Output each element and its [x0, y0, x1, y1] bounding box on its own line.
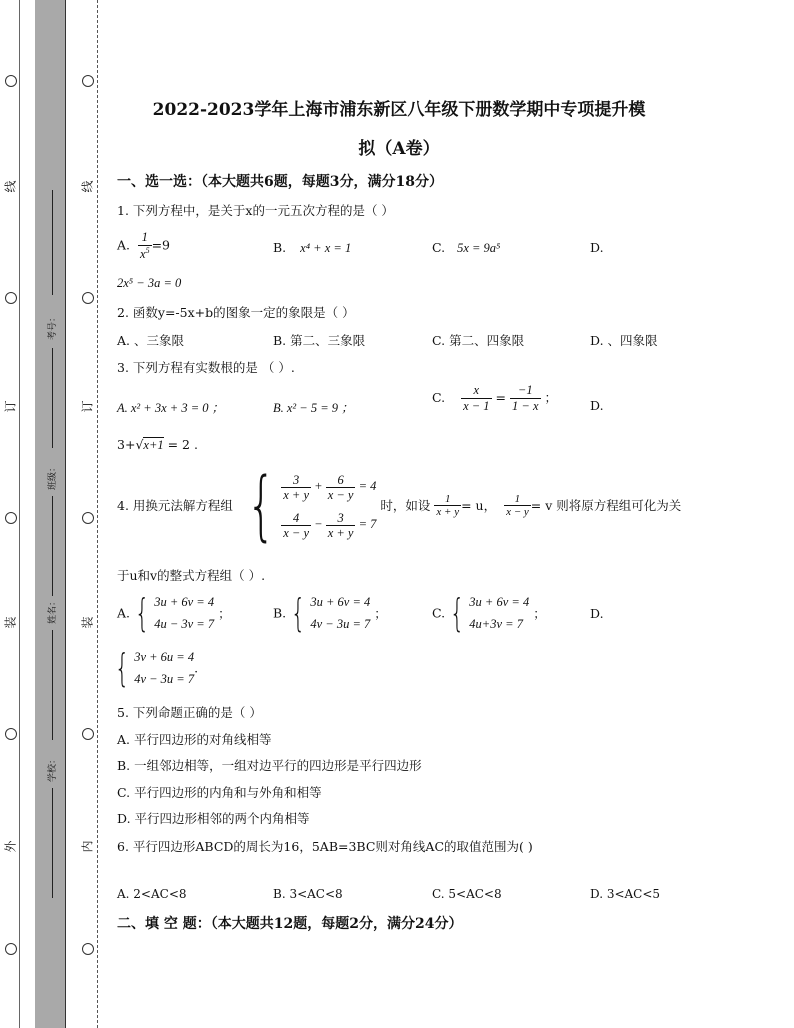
q5-option-d: D. 平行四边形相邻的两个内角相等	[117, 811, 310, 826]
q4-option-d-system	[110, 646, 198, 690]
section-heading: 一、选一选：（本大题共6题，每题3分，满分18分）	[117, 174, 443, 190]
margin-char-bind: 订	[80, 400, 95, 413]
brace-icon: {	[114, 646, 130, 690]
q1-option-c	[432, 240, 500, 256]
denominator: x + y	[283, 487, 310, 502]
option-label: B.	[273, 240, 287, 255]
numerator: 3	[281, 473, 311, 488]
q6-option-d: D. 3<AC<5	[590, 887, 661, 901]
equation-1: 3u + 6v = 4	[469, 595, 530, 609]
separator: ；	[544, 390, 557, 405]
equation-rhs: = 4	[358, 479, 377, 493]
fraction	[326, 473, 356, 502]
page-title-line2: 拟（A卷）	[358, 139, 440, 159]
equation-2	[281, 505, 376, 543]
q2-option-b: B. 第二、三象限	[273, 333, 366, 348]
q3-option-b: B. x² − 5 = 9 ；	[273, 401, 354, 415]
equation-rhs: = 7	[358, 517, 377, 531]
equation-system	[134, 646, 194, 690]
fraction	[281, 511, 311, 540]
question-4-stem-continued: 于u和v的整式方程组（ ）.	[117, 568, 266, 583]
denominator: x − 1	[463, 399, 490, 413]
margin-char-bind: 订	[3, 400, 18, 413]
binding-hole	[82, 512, 94, 524]
numerator: 1	[434, 493, 461, 506]
separator: ；	[374, 606, 387, 621]
margin-char-seal: 装	[80, 616, 95, 629]
option-label: C.	[432, 240, 446, 255]
numerator: 4	[281, 511, 311, 526]
denominator: x + y	[436, 505, 460, 518]
substitution-v: = v 则将原方程组可化为关	[530, 498, 682, 513]
q1-option-d	[590, 240, 604, 255]
denominator: x − y	[283, 525, 310, 540]
field-underline	[52, 190, 53, 295]
fraction	[504, 493, 531, 518]
numerator: 6	[326, 473, 356, 488]
denominator: x − y	[327, 487, 354, 502]
option-label: D.	[590, 240, 604, 255]
separator: ；	[533, 606, 546, 621]
binding-hole	[5, 512, 17, 524]
brace-icon: {	[246, 460, 276, 549]
equation-system	[154, 591, 214, 635]
q1-option-a	[117, 230, 170, 262]
sqrt-icon: √	[135, 437, 144, 452]
equation-2: 4u+3v = 7	[469, 617, 523, 631]
q4-option-c	[432, 591, 546, 635]
equation-2: 4u − 3v = 7	[154, 617, 215, 631]
field-underline	[52, 788, 53, 898]
denominator: x − y	[506, 505, 529, 518]
substitution-u: = u，	[461, 498, 497, 513]
option-label: C.	[432, 605, 446, 621]
separator: ；	[218, 606, 231, 621]
margin-char-line: 线	[3, 180, 18, 193]
numerator: −1	[510, 383, 540, 399]
q3-option-d-expr	[117, 437, 198, 453]
field-underline	[52, 496, 53, 596]
brace-icon: {	[291, 591, 306, 635]
fraction	[138, 230, 152, 262]
binding-hole	[82, 728, 94, 740]
question-4-mid: 时，如设	[380, 498, 431, 513]
cut-line	[97, 0, 98, 1028]
binding-hole	[5, 75, 17, 87]
q1-option-b	[273, 240, 351, 256]
question-4-stem: 4. 用换元法解方程组	[117, 498, 233, 513]
section-heading: 二、填 空 题：（本大题共12题，每题2分，满分24分）	[117, 916, 463, 932]
page-title-line1: 2022-2023学年上海市浦东新区八年级下册数学期中专项提升模	[152, 100, 646, 120]
q6-option-c: C. 5<AC<8	[432, 887, 502, 901]
q5-option-b: B. 一组邻边相等，一组对边平行的四边形是平行四边形	[117, 758, 422, 773]
radicand: x+1	[143, 438, 164, 452]
equation-1: 3u + 6v = 4	[154, 595, 215, 609]
numerator: 3	[326, 511, 356, 526]
denominator: x + y	[327, 525, 354, 540]
equation-2: 4v − 3u = 7	[134, 672, 195, 686]
denominator: 1 − x	[512, 399, 539, 413]
denominator-base: x	[140, 247, 146, 262]
equation: x⁴ + x = 1	[300, 241, 352, 255]
q4-option-a	[117, 591, 231, 635]
question-2-stem: 2. 函数y=-5x+b的图象一定的象限是（ ）	[117, 305, 355, 320]
q6-option-b: B. 3<AC<8	[273, 887, 343, 901]
fraction	[326, 511, 356, 540]
binding-hole	[82, 943, 94, 955]
binding-hole	[82, 75, 94, 87]
q3-option-d: D.	[590, 398, 604, 413]
q3-option-c	[432, 383, 557, 414]
margin-border-line	[65, 0, 66, 1028]
question-4	[117, 460, 682, 549]
q1-option-d-expr: 2x⁵ − 3a = 0	[117, 276, 182, 290]
binding-margin-strip	[35, 0, 66, 1028]
exam-number-label: 考号：	[48, 312, 58, 340]
fraction	[461, 383, 491, 414]
equation-system	[469, 591, 529, 635]
numerator: 1	[504, 493, 531, 506]
margin-border-line	[19, 0, 20, 1028]
q4-option-d: D.	[590, 606, 604, 621]
numerator: 1	[138, 230, 152, 246]
equation-1: 3u + 6v = 4	[310, 595, 371, 609]
brace-icon: {	[449, 591, 465, 635]
period: .	[194, 660, 199, 676]
q6-option-a: A. 2<AC<8	[117, 887, 187, 901]
fraction	[510, 383, 540, 414]
q5-option-c: C. 平行四边形的内角和与外角和相等	[117, 785, 322, 800]
q4-option-b	[273, 591, 387, 635]
q5-option-a: A. 平行四边形的对角线相等	[117, 732, 272, 747]
equation-rhs: =9	[151, 237, 170, 253]
option-label: C.	[432, 390, 446, 405]
class-label: 班级：	[48, 462, 58, 490]
expr-suffix: = 2 .	[163, 437, 198, 452]
margin-char-inner: 内	[80, 840, 95, 853]
exponent: 5	[145, 246, 150, 255]
margin-char-outer: 外	[3, 840, 18, 853]
fraction	[434, 493, 461, 518]
question-6-stem: 6. 平行四边形ABCD的周长为16，5AB=3BC则对角线AC的取值范围为( )	[117, 839, 533, 854]
question-5-stem: 5. 下列命题正确的是（ ）	[117, 705, 262, 720]
q3-option-a: A. x² + 3x + 3 = 0 ；	[117, 401, 225, 415]
expr-prefix: 3+	[117, 437, 136, 452]
q2-option-a: A. 、三象限	[117, 333, 184, 348]
equals-sign: =	[495, 390, 507, 405]
operator: +	[314, 479, 323, 493]
equation-system	[281, 467, 376, 543]
binding-hole	[5, 292, 17, 304]
equation-1	[281, 467, 376, 505]
option-label: A.	[117, 237, 131, 253]
q2-option-d: D. 、四象限	[590, 333, 658, 348]
q2-option-c: C. 第二、四象限	[432, 333, 525, 348]
margin-char-line: 线	[80, 180, 95, 193]
margin-char-seal: 装	[3, 616, 18, 629]
fraction	[281, 473, 311, 502]
denominator	[138, 246, 152, 262]
equation-1: 3v + 6u = 4	[134, 650, 195, 664]
field-underline	[52, 348, 53, 448]
binding-hole	[5, 728, 17, 740]
numerator: x	[461, 383, 491, 399]
binding-hole	[5, 943, 17, 955]
equation-system	[310, 591, 370, 635]
operator: −	[314, 517, 323, 531]
field-underline	[52, 630, 53, 740]
school-label: 学校：	[48, 754, 58, 782]
brace-icon: {	[134, 591, 150, 635]
binding-hole	[82, 292, 94, 304]
option-label: A.	[117, 605, 131, 621]
equation-2: 4v − 3u = 7	[310, 617, 371, 631]
option-label: B.	[273, 605, 287, 621]
question-3-stem: 3. 下列方程有实数根的是 （ ）.	[117, 360, 295, 375]
equation: 5x = 9a⁵	[457, 241, 501, 255]
question-1-stem: 1. 下列方程中，是关于x的一元五次方程的是（ ）	[117, 203, 394, 218]
name-label: 姓名：	[48, 596, 58, 624]
